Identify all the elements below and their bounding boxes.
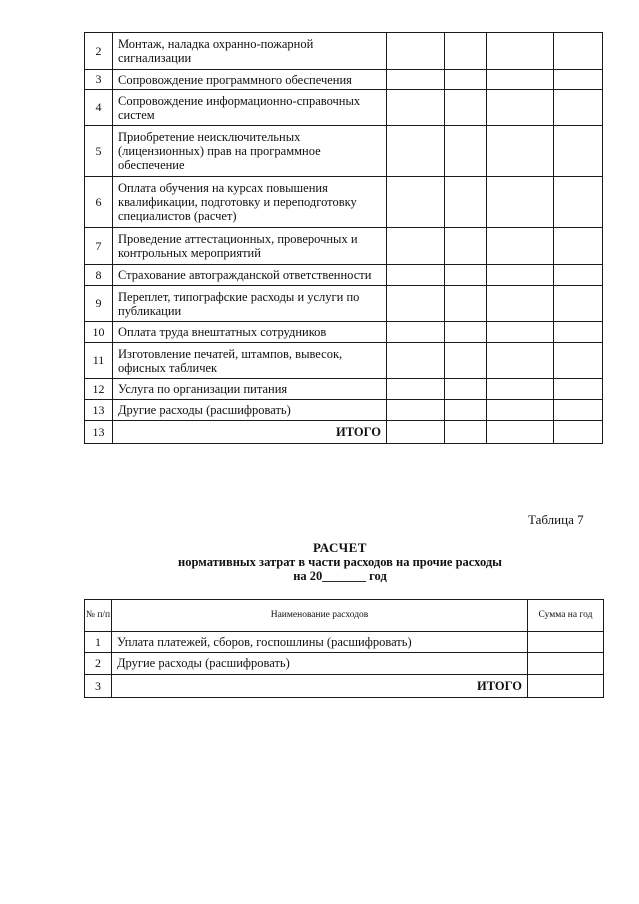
table-row xyxy=(85,90,603,126)
value-cell[interactable] xyxy=(554,265,603,286)
table-number-label: Таблица 7 xyxy=(528,512,584,527)
expense-name: Сопровождение программного обеспечения xyxy=(113,70,387,90)
total-cell[interactable] xyxy=(554,421,603,444)
expense-name: Страхование автогражданской ответственности xyxy=(113,265,387,286)
total-label: ИТОГО xyxy=(112,675,528,698)
section-heading xyxy=(90,541,590,583)
expense-name: Переплет, типографские расходы и услуги по публикации xyxy=(113,286,387,322)
row-number: 13 xyxy=(85,421,113,444)
heading-subtitle: нормативных затрат в части расходов на прочие расходы xyxy=(178,555,502,569)
value-cell[interactable] xyxy=(387,379,445,400)
value-cell[interactable] xyxy=(554,90,603,126)
row-number: 1 xyxy=(85,632,112,653)
row-number: 11 xyxy=(85,343,113,379)
row-number: 12 xyxy=(85,379,113,400)
table-row xyxy=(85,400,603,421)
value-cell[interactable] xyxy=(487,70,554,90)
expense-name: Монтаж, наладка охранно-пожарной сигнализации xyxy=(113,33,387,70)
value-cell[interactable] xyxy=(445,177,487,228)
row-number: 7 xyxy=(85,228,113,265)
header-number: № п/п xyxy=(85,600,112,632)
value-cell[interactable] xyxy=(554,343,603,379)
annual-sum-cell[interactable] xyxy=(528,653,604,675)
expense-name: Сопровождение информационно-справочных систем xyxy=(113,90,387,126)
row-number: 2 xyxy=(85,653,112,675)
value-cell[interactable] xyxy=(387,228,445,265)
value-cell[interactable] xyxy=(387,70,445,90)
total-row xyxy=(85,421,603,444)
value-cell[interactable] xyxy=(445,33,487,70)
value-cell[interactable] xyxy=(387,33,445,70)
value-cell[interactable] xyxy=(487,228,554,265)
row-number: 10 xyxy=(85,322,113,343)
total-cell[interactable] xyxy=(445,421,487,444)
row-number: 3 xyxy=(85,70,113,90)
value-cell[interactable] xyxy=(487,33,554,70)
value-cell[interactable] xyxy=(554,322,603,343)
expense-name: Оплата труда внештатных сотрудников xyxy=(113,322,387,343)
value-cell[interactable] xyxy=(554,33,603,70)
value-cell[interactable] xyxy=(445,379,487,400)
value-cell[interactable] xyxy=(554,126,603,177)
heading-year-line: на 20_______ год xyxy=(293,569,387,583)
row-number: 13 xyxy=(85,400,113,421)
value-cell[interactable] xyxy=(387,265,445,286)
value-cell[interactable] xyxy=(387,286,445,322)
table-row xyxy=(85,265,603,286)
value-cell[interactable] xyxy=(387,343,445,379)
value-cell[interactable] xyxy=(445,126,487,177)
value-cell[interactable] xyxy=(445,228,487,265)
value-cell[interactable] xyxy=(387,400,445,421)
expense-name: Другие расходы (расшифровать) xyxy=(113,400,387,421)
value-cell[interactable] xyxy=(487,177,554,228)
total-row xyxy=(85,675,604,698)
row-number: 6 xyxy=(85,177,113,228)
table-row xyxy=(85,632,604,653)
other-expenses-table xyxy=(84,599,604,698)
table-row xyxy=(85,379,603,400)
expense-name: Оплата обучения на курсах повышения квалификации, подготовку и переподготовку специалистов (расчет) xyxy=(113,177,387,228)
header-expense-name: Наименование расходов xyxy=(112,600,528,632)
table-row xyxy=(85,343,603,379)
expense-name: Приобретение неисключительных (лицензионных) прав на программное обеспечение xyxy=(113,126,387,177)
row-number: 4 xyxy=(85,90,113,126)
value-cell[interactable] xyxy=(387,90,445,126)
expense-name: Проведение аттестационных, проверочных и контрольных мероприятий xyxy=(113,228,387,265)
table-row xyxy=(85,286,603,322)
value-cell[interactable] xyxy=(487,343,554,379)
table-row xyxy=(85,70,603,90)
value-cell[interactable] xyxy=(554,228,603,265)
value-cell[interactable] xyxy=(554,177,603,228)
header-annual-sum: Сумма на год xyxy=(528,600,604,632)
value-cell[interactable] xyxy=(387,322,445,343)
total-label: ИТОГО xyxy=(113,421,387,444)
value-cell[interactable] xyxy=(554,379,603,400)
expense-name: Уплата платежей, сборов, госпошлины (расшифровать) xyxy=(112,632,528,653)
table-header-row xyxy=(85,600,604,632)
row-number: 2 xyxy=(85,33,113,70)
row-number: 8 xyxy=(85,265,113,286)
table-row xyxy=(85,322,603,343)
value-cell[interactable] xyxy=(487,286,554,322)
value-cell[interactable] xyxy=(554,400,603,421)
total-sum-cell[interactable] xyxy=(528,675,604,698)
value-cell[interactable] xyxy=(445,322,487,343)
total-cell[interactable] xyxy=(387,421,445,444)
value-cell[interactable] xyxy=(445,343,487,379)
table-row xyxy=(85,653,604,675)
value-cell[interactable] xyxy=(387,126,445,177)
value-cell[interactable] xyxy=(445,90,487,126)
value-cell[interactable] xyxy=(387,177,445,228)
annual-sum-cell[interactable] xyxy=(528,632,604,653)
table-row xyxy=(85,126,603,177)
value-cell[interactable] xyxy=(487,265,554,286)
row-number: 3 xyxy=(85,675,112,698)
value-cell[interactable] xyxy=(487,126,554,177)
value-cell[interactable] xyxy=(487,379,554,400)
value-cell[interactable] xyxy=(487,400,554,421)
value-cell[interactable] xyxy=(554,286,603,322)
table-row xyxy=(85,228,603,265)
total-cell[interactable] xyxy=(487,421,554,444)
table-row xyxy=(85,177,603,228)
row-number: 9 xyxy=(85,286,113,322)
value-cell[interactable] xyxy=(445,286,487,322)
expense-name: Изготовление печатей, штампов, вывесок, офисных табличек xyxy=(113,343,387,379)
value-cell[interactable] xyxy=(487,322,554,343)
expense-table xyxy=(84,32,603,444)
value-cell[interactable] xyxy=(445,70,487,90)
value-cell[interactable] xyxy=(487,90,554,126)
expense-name: Услуга по организации питания xyxy=(113,379,387,400)
heading-title: РАСЧЕТ xyxy=(313,540,367,555)
expense-name: Другие расходы (расшифровать) xyxy=(112,653,528,675)
table-row xyxy=(85,33,603,70)
value-cell[interactable] xyxy=(445,400,487,421)
value-cell[interactable] xyxy=(445,265,487,286)
row-number: 5 xyxy=(85,126,113,177)
value-cell[interactable] xyxy=(554,70,603,90)
